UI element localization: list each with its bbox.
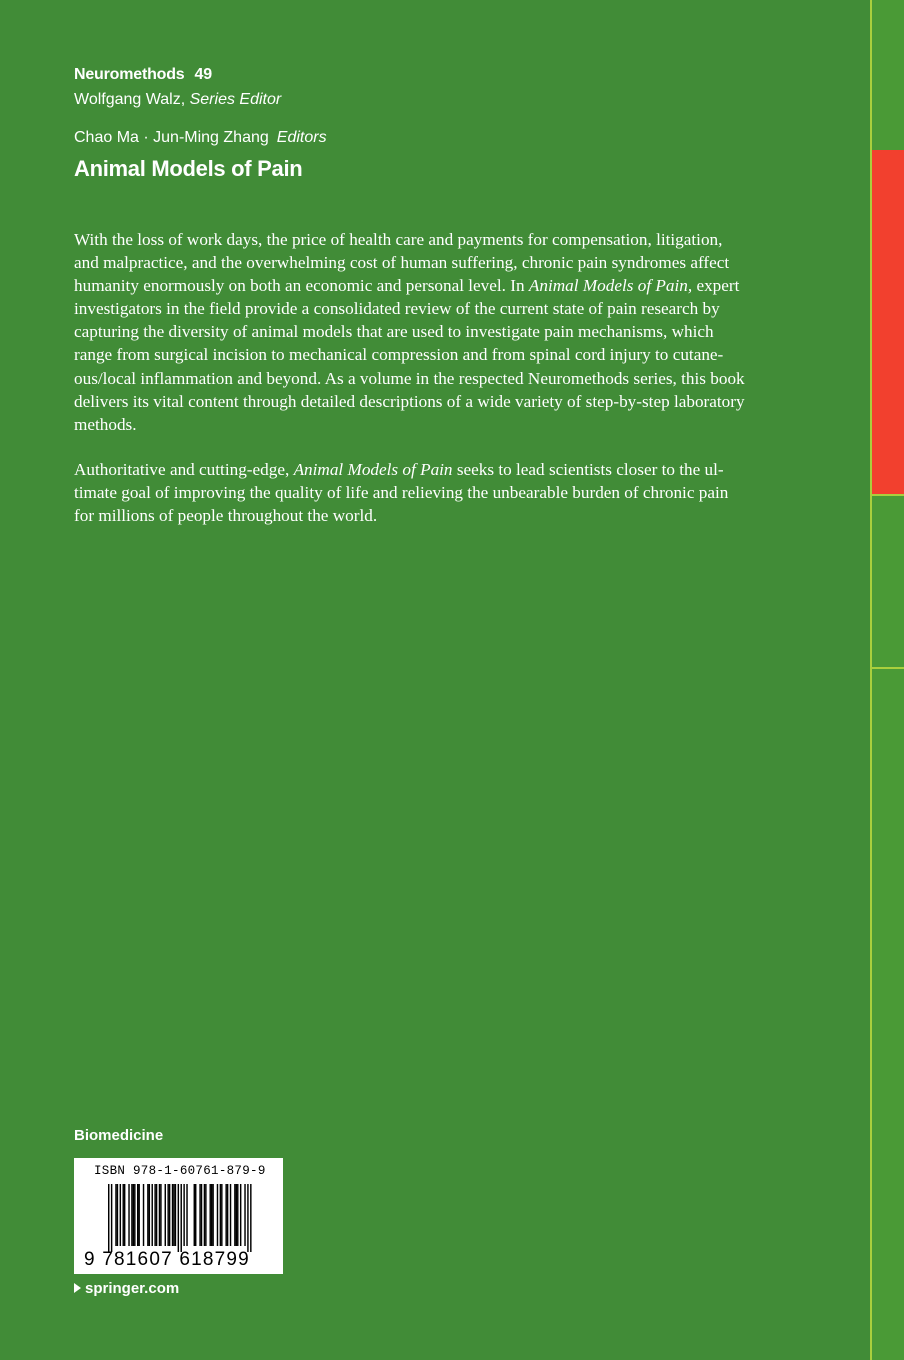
cover-header [74,64,327,184]
volume-editors-role: Editors [276,129,327,146]
blurb-line: ous/local inflammation and beyond. As a volume in the respected Neuromethods series, this book [74,368,745,388]
barcode-bar [225,1184,226,1246]
barcode-bar [124,1184,125,1246]
barcode-bar [147,1184,148,1246]
barcode-bar [212,1184,213,1246]
series-name: Neuromethods [74,66,185,83]
series-editor-name: Wolfgang Walz, [74,91,186,108]
barcode-bar [204,1184,205,1246]
barcode-bar [244,1184,245,1246]
barcode-bar [160,1184,161,1246]
barcode-bar [159,1184,160,1246]
barcode-bar [128,1184,129,1246]
blurb-title-italic: Animal Models of Pain, [528,276,693,296]
blurb-line: capturing the diversity of animal models that are used to investigate pain mechanisms, which [74,322,714,342]
barcode-bar [156,1184,157,1246]
barcode-bar [175,1184,176,1246]
barcode-bar [250,1184,251,1252]
spine-tick-mark [872,667,904,669]
barcode-bar [230,1184,231,1246]
blurb-line: methods. [74,414,137,434]
barcode-bar [115,1184,116,1246]
blurb-line [74,458,774,481]
barcode-bar [178,1184,179,1252]
blurb-text: Authoritative and cutting-edge, [74,459,294,479]
barcode-bar [211,1184,212,1246]
isbn-barcode [74,1158,283,1274]
barcode-bar [240,1184,241,1246]
barcode-bar [167,1184,168,1246]
barcode-bar [154,1184,155,1246]
blurb-text: humanity enormously on both an economic and personal level. In [74,276,529,296]
blurb-line [74,274,774,297]
barcode-bar [131,1184,132,1246]
barcode-bar [169,1184,170,1246]
barcode-bar [143,1184,144,1246]
barcode-bar [220,1184,221,1246]
barcode-bar [195,1184,196,1246]
barcode-bar [138,1184,139,1246]
barcode-bar [186,1184,187,1246]
barcode-bar [173,1184,174,1246]
barcode-bar [210,1184,211,1246]
barcode-bar [133,1184,134,1246]
blurb-line: delivers its vital content through detailed descriptions of a wide variety of step-by-step laboratory [74,391,745,411]
blurb-text: expert [692,276,740,296]
barcode-bar [183,1184,184,1246]
barcode-bar [234,1184,235,1246]
barcode-bar [172,1184,173,1246]
book-title: Animal Models of Pain [74,156,303,181]
volume-editors-names: Chao Ma · Jun-Ming Zhang [74,129,269,146]
publisher-url[interactable]: springer.com [85,1280,180,1297]
blurb-line: With the loss of work days, the price of health care and payments for compensation, litigation, [74,230,723,249]
blurb-paragraph-1 [74,228,774,436]
spine-red-band [872,150,904,494]
barcode-bar [201,1184,202,1246]
barcode-bar [227,1184,228,1246]
barcode-bar [123,1184,124,1246]
barcode-bar [194,1184,195,1246]
barcode-bar [217,1184,218,1246]
blurb-paragraph-2 [74,458,774,527]
series-line [74,64,327,86]
barcode-bar [205,1184,206,1246]
barcode-bar [181,1184,182,1252]
publisher-link[interactable] [74,1280,179,1297]
spine-tick-mark [872,494,904,496]
arrow-right-icon [74,1283,81,1293]
barcode-bar [149,1184,150,1246]
blurb-line: range from surgical incision to mechanical compression and from spinal cord injury to cutane- [74,345,724,365]
subject-category: Biomedicine [74,1127,164,1144]
barcode-bar [108,1184,109,1252]
barcode-bar [120,1184,121,1246]
barcode-bar [165,1184,166,1246]
isbn-label: ISBN 978-1-60761-879-9 [94,1164,266,1178]
barcode-bar [237,1184,238,1246]
blurb-title-italic: Animal Models of Pain [293,459,453,479]
blurb-text: seeks to lead scientists closer to the ul- [452,459,724,479]
blurb-line: timate goal of improving the quality of life and relieving the unbearable burden of chronic pain [74,482,729,502]
barcode-bar [111,1184,112,1252]
barcode-bar [199,1184,200,1246]
series-number: 49 [194,66,212,83]
barcode-bar [236,1184,237,1246]
barcode-bar [117,1184,118,1246]
cover-blurb [74,228,774,549]
barcode-bar [221,1184,222,1246]
blurb-line: investigators in the field provide a consolidated review of the current state of pain research by [74,299,720,319]
barcode-bar [134,1184,135,1246]
barcode-bar [137,1184,138,1246]
barcode-digits: 9 781607 618799 [84,1249,250,1270]
volume-editors-line [74,126,327,150]
series-editor-role: Series Editor [189,91,282,108]
series-editor-line [74,88,327,112]
blurb-line: and malpractice, and the overwhelming cost of human suffering, chronic pain syndromes affect [74,253,730,273]
blurb-line: for millions of people throughout the world. [74,506,378,526]
barcode-bar [152,1184,153,1246]
barcode-bar [247,1184,248,1252]
